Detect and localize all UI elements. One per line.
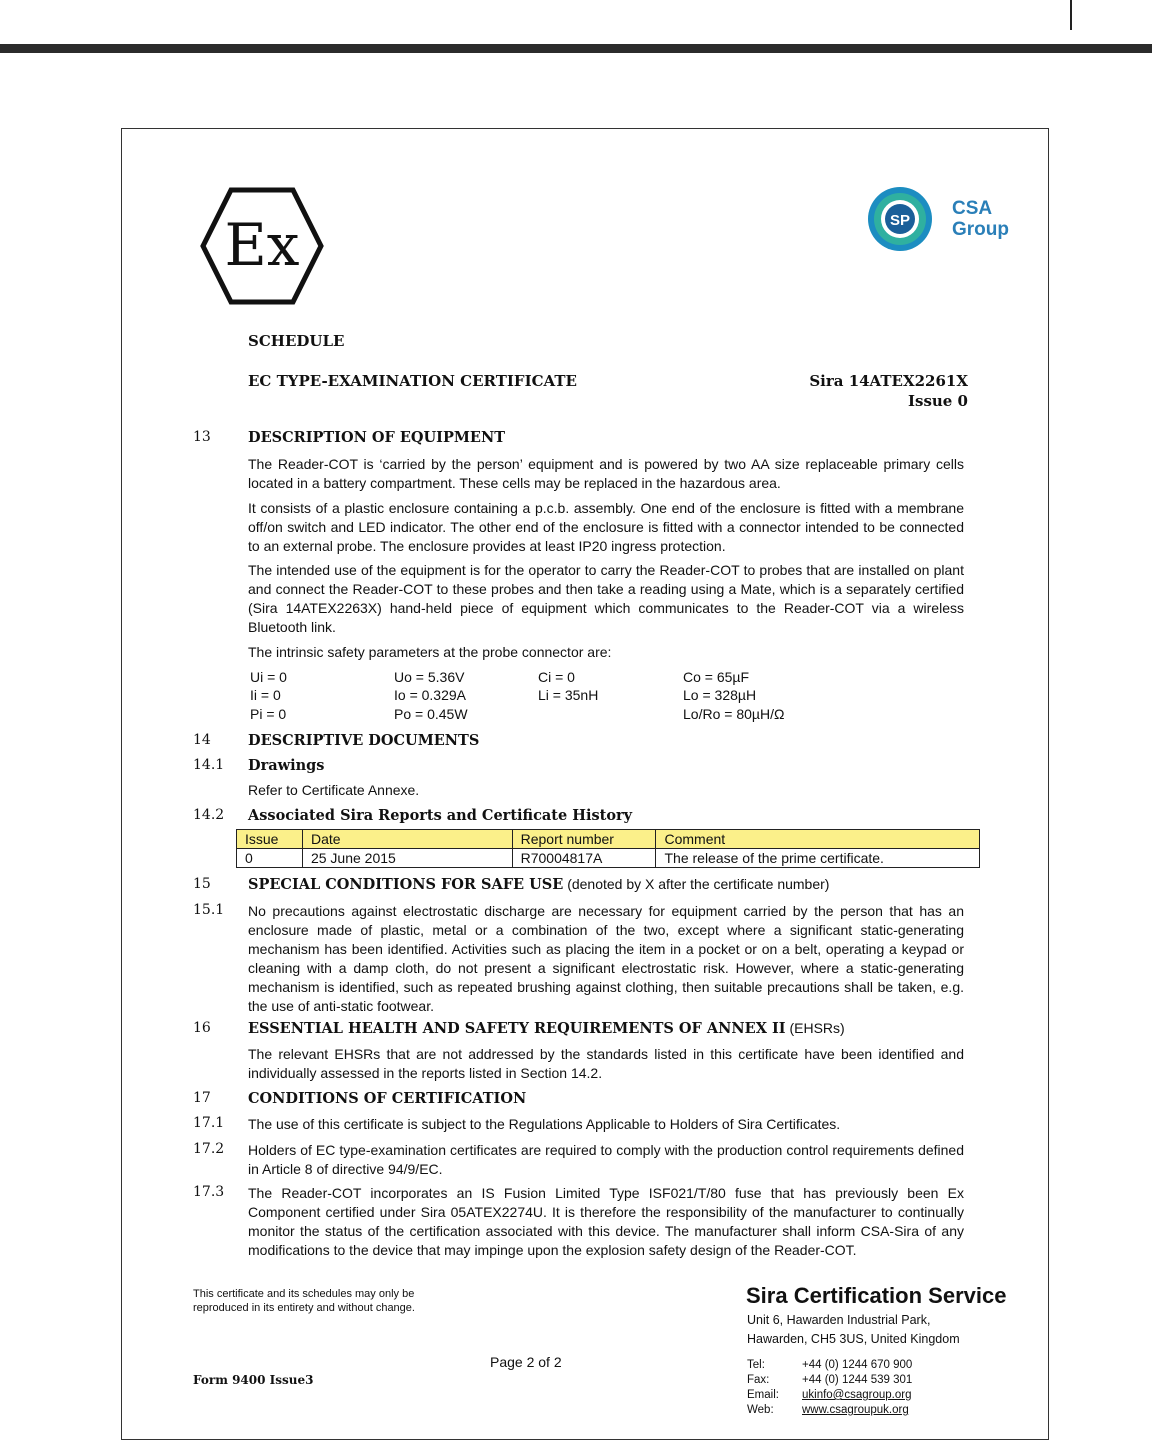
param-io: Io = 0.329A — [394, 687, 467, 703]
section-16-title-suffix: (EHSRs) — [785, 1020, 845, 1036]
web-link[interactable]: www.csagroupuk.org — [802, 1404, 909, 1416]
email-label: Email: — [747, 1389, 779, 1401]
ex-hexagon-logo — [200, 187, 324, 305]
section-16-text: The relevant EHSRs that are not addressed by the standards listed in this certificate have been identified and individually assessed in the reports listed in Section 14.2. — [248, 1046, 964, 1081]
certificate-title: EC TYPE-EXAMINATION CERTIFICATE — [248, 372, 577, 390]
csa-brand-line2: Group — [952, 219, 1009, 240]
csa-group-logo — [854, 184, 1014, 254]
table-cell: 0 — [237, 849, 303, 868]
ex-mark-text: Ex — [224, 211, 300, 279]
section-17-number: 17 — [193, 1090, 211, 1106]
param-co: Co = 65µF — [683, 669, 750, 685]
table-header-cell: Report number — [512, 830, 656, 849]
param-ui: Ui = 0 — [250, 669, 287, 685]
section-14-2-number: 14.2 — [193, 807, 225, 823]
table-header-cell: Comment — [656, 830, 980, 849]
section-15-title-suffix: (denoted by X after the certificate number) — [563, 876, 830, 892]
param-lo-ro: Lo/Ro = 80µH/Ω — [683, 706, 785, 722]
section-17-title: CONDITIONS OF CERTIFICATION — [248, 1090, 527, 1107]
tel-value: +44 (0) 1244 670 900 — [802, 1359, 913, 1371]
section-13-number: 13 — [193, 429, 211, 445]
csa-brand-line1: CSA — [952, 198, 993, 219]
fax-value: +44 (0) 1244 539 301 — [802, 1374, 913, 1386]
reproduction-notice-line2: reproduced in its entirety and without change. — [193, 1302, 415, 1314]
csa-emblem-text: SP — [889, 212, 911, 229]
section-16-title: ESSENTIAL HEALTH AND SAFETY REQUIREMENTS OF ANNEX II — [248, 1020, 786, 1037]
section-17-1-number: 17.1 — [193, 1115, 225, 1131]
section-15-title: SPECIAL CONDITIONS FOR SAFE USE — [248, 876, 564, 893]
csa-brand-text — [952, 198, 1009, 240]
section-13-paragraph-3: The intended use of the equipment is for the operator to carry the Reader-COT to probes that are installed on plant and connect the Reader-COT to these probes and then take a reading using a Mate, which is a separately certified (Sira 14ATEX2263X) hand-held piece of equipment which communicates to the Reader-COT via a wireless Bluetooth link. — [248, 562, 964, 635]
certificate-number: Sira 14ATEX2261X — [809, 372, 968, 390]
web-label: Web: — [747, 1404, 774, 1416]
section-15-heading — [248, 876, 829, 893]
reproduction-notice — [193, 1287, 415, 1315]
table-cell: 25 June 2015 — [302, 849, 512, 868]
certificate-page — [121, 128, 1049, 1440]
section-17-3-number: 17.3 — [193, 1184, 225, 1200]
certificate-history-table — [236, 829, 980, 868]
param-ii: Ii = 0 — [250, 687, 281, 703]
section-17-3-text: The Reader-COT incorporates an IS Fusion Limited Type ISF021/T/80 fuse that has previously been Ex Component certified under Sira 05ATEX2274U. It is therefore the responsibility of the manufacturer to continually monitor the status of the certification associated with this device. The manufacturer shall inform CSA-Sira of any modifications to the device that may impinge upon the explosion safety design of the Reader-COT. — [248, 1185, 964, 1258]
csa-emblem-icon — [854, 184, 946, 254]
section-17-2-number: 17.2 — [193, 1141, 225, 1157]
section-13-paragraph-4: The intrinsic safety parameters at the probe connector are: — [248, 644, 612, 660]
section-15-number: 15 — [193, 876, 211, 892]
section-14-1-number: 14.1 — [193, 757, 225, 773]
section-14-number: 14 — [193, 732, 211, 748]
table-header-cell: Issue — [237, 830, 303, 849]
section-15-1-text: No precautions against electrostatic discharge are necessary for equipment carried by the person that has an enclosure made of plastic, metal or a combination of the two, except where a significant static-generating mechanism has been identified. Activities such as placing the item in a pocket or on a belt, operating a keypad or cleaning with a damp cloth, do not present a significant electrostatic risk. However, where a static-generating mechanism is identified, such as repeated brushing against clothing, then suitable precautions shall be taken, e.g. the use of anti-static footwear. — [248, 903, 964, 1014]
table-cell: R70004817A — [512, 849, 656, 868]
section-13-paragraph-1: The Reader-COT is ‘carried by the person’ equipment and is powered by two AA size replaceable primary cells located in a battery compartment. These cells may be replaced in the hazardous area. — [248, 456, 964, 491]
fax-label: Fax: — [747, 1374, 770, 1386]
param-uo: Uo = 5.36V — [394, 669, 465, 685]
param-li: Li = 35nH — [538, 687, 599, 703]
section-17-1-text: The use of this certificate is subject to the Regulations Applicable to Holders of Sira Certificates. — [248, 1116, 841, 1132]
section-13-paragraph-2: It consists of a plastic enclosure containing a p.c.b. assembly. One end of the enclosure is fitted with a membrane off/on switch and LED indicator. The other end of the enclosure is fitted with a connector intended to be connected to an external probe. The enclosure provides at least IP20 ingress protection. — [248, 500, 964, 554]
section-16-heading — [248, 1020, 845, 1037]
table-cell: The release of the prime certificate. — [656, 849, 980, 868]
section-14-1-text: Refer to Certificate Annexe. — [248, 782, 420, 798]
section-14-2-title: Associated Sira Reports and Certificate History — [248, 807, 633, 824]
table-header-cell: Date — [302, 830, 512, 849]
table-header-row — [237, 830, 980, 849]
param-ci: Ci = 0 — [538, 669, 575, 685]
table-row — [237, 849, 980, 868]
section-13-title: DESCRIPTION OF EQUIPMENT — [248, 429, 506, 446]
service-name: Sira Certification Service — [746, 1283, 1007, 1308]
page-number: Page 2 of 2 — [490, 1354, 562, 1370]
issue-label: Issue 0 — [907, 392, 968, 410]
param-pi: Pi = 0 — [250, 706, 287, 722]
section-15-1-number: 15.1 — [193, 902, 225, 918]
section-14-1-title: Drawings — [248, 757, 325, 774]
section-16-number: 16 — [193, 1020, 211, 1036]
reproduction-notice-line1: This certificate and its schedules may only be — [193, 1288, 415, 1300]
param-po: Po = 0.45W — [394, 706, 468, 722]
top-dark-bar — [0, 44, 1152, 53]
section-14-title: DESCRIPTIVE DOCUMENTS — [248, 732, 480, 749]
address-line2: Hawarden, CH5 3US, United Kingdom — [747, 1332, 960, 1346]
schedule-label: SCHEDULE — [248, 332, 345, 350]
section-17-2-text: Holders of EC type-examination certificates are required to comply with the production control requirements defined in Article 8 of directive 94/9/EC. — [248, 1142, 964, 1177]
address-line1: Unit 6, Hawarden Industrial Park, — [747, 1313, 931, 1327]
top-vertical-rule — [1070, 0, 1072, 30]
email-link[interactable]: ukinfo@csagroup.org — [802, 1389, 912, 1401]
tel-label: Tel: — [747, 1359, 765, 1371]
param-lo: Lo = 328µH — [683, 687, 757, 703]
form-id: Form 9400 Issue3 — [193, 1373, 314, 1387]
